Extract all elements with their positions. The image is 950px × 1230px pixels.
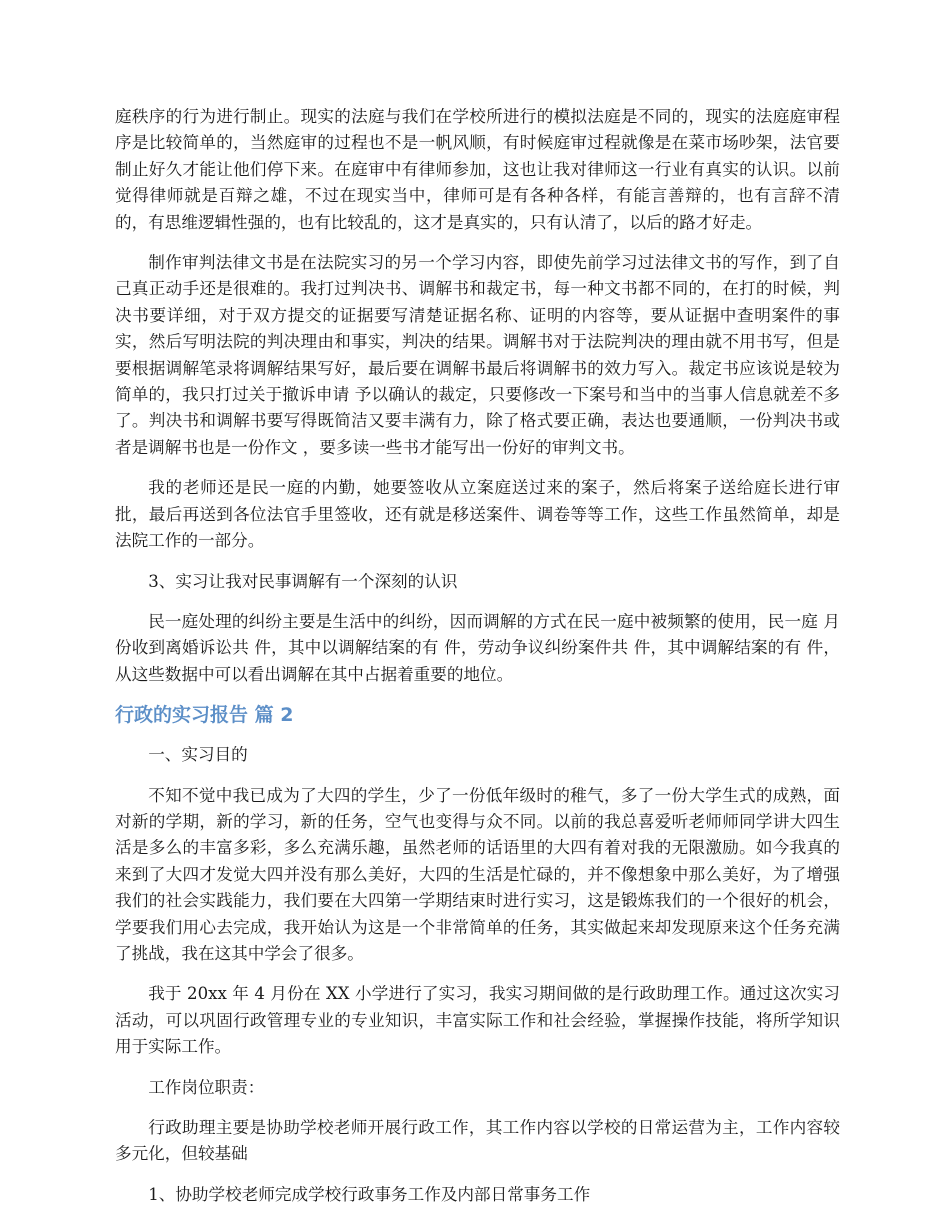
paragraph-mediation-subtitle: 3、实习让我对民事调解有一个深刻的认识 — [148, 571, 458, 591]
paragraph-assistant-role: 行政助理主要是协助学校老师开展行政工作，其工作内容以学校的日常运营为主，工作内容较多元化，但较基础 — [115, 1118, 840, 1164]
paragraph-mediation: 民一庭处理的纠纷主要是生活中的纠纷，因而调解的方式在民一庭中被频繁的使用，民一庭 月份收到离婚诉讼共 件，其中以调解结案的有 件，劳动争议纠纷案件共 件，其中调解结案的有 件， 从这些数据中可以看出调解在其中占据着重要的地位。 — [115, 611, 840, 684]
paragraph-duties-title: 工作岗位职责： — [148, 1077, 265, 1097]
paragraph-teacher-duties: 我的老师还是民一庭的内勤，她要签收从立案庭送过来的案子，然后将案子送给庭长进行审批，最后再送到各位法官手里签收，还有就是移送案件、调卷等等工作，这些工作虽然简单，却是法院工作的一部分。 — [115, 478, 840, 551]
paragraph-court-order: 庭秩序的行为进行制止。现实的法庭与我们在学校所进行的模拟法庭是不同的，现实的法庭庭审程序是比较简单的，当然庭审的过程也不是一帆风顺，有时候庭审过程就像是在菜市场吵架，法官要制止好久才能让他们停下来。在庭审中有律师参加，这也让我对律师这一行业有真实的认识。以前觉得律师就是百辩之雄，不过在现实当中，律师可是有各种各样，有能言善辩的，也有言辞不清的，有思维逻辑性强的，也有比较乱的，这才是真实的，只有认清了，以后的路才好走。 — [115, 107, 840, 232]
paragraph-duty-item-1: 1、协助学校老师完成学校行政事务工作及内部日常事务工作 — [148, 1184, 591, 1204]
section-heading: 行政的实习报告 篇 2 — [115, 704, 294, 727]
paragraph-legal-documents: 制作审判法律文书是在法院实习的另一个学习内容，即使先前学习过法律文书的写作，到了自己真正动手还是很难的。我打过判决书、调解书和裁定书，每一种文书都不同的，在打的时候，判决书要详细，对于双方提交的证据要写清楚证据名称、证明的内容等，要从证据中查明案件的事实，然后写明法院的判决理由和事实，判决的结果。调解书对于法院判决的理由就不用书写，但是要根据调解笔录将调解结果写好，最后要在调解书最后将调解书的效力写入。裁定书应该说是较为简单的，我只打过关于撤诉申请 予以确认的裁定，只要修改一下案号和当中的当事人信息就差不多了。判决书和调解书要写得既简洁又要丰满有力，除了格式要正确，表达也要通顺，一份判决书或者是调解书也是一份作文 ，要多读一些书才能写出一份好的审判文书。 — [115, 253, 840, 457]
paragraph-internship-info: 我于 20xx 年 4 月份在 XX 小学进行了实习，我实习期间做的是行政助理工作。通过这次实习活动，可以巩固行政管理专业的专业知识，丰富实际工作和社会经验，掌握操作技能，将所学知识用于实际工作。 — [115, 984, 840, 1057]
paragraph-senior-year: 不知不觉中我已成为了大四的学生，少了一份低年级时的稚气，多了一份大学生式的成熟，面对新的学期，新的学习，新的任务，空气也变得与众不同。以前的我总喜爱听老师师同学讲大四生活是多么的丰富多彩，多么充满乐趣，虽然老师的话语里的大四有着对我的无限激励。如今我真的来到了大四才发觉大四并没有那么美好，大四的生活是忙碌的，并不像想象中那么美好，为了增强我们的社会实践能力，我们要在大四第一学期结束时进行实习，这是锻炼我们的一个很好的机会，学要我们用心去完成，我开始认为这是一个非常简单的任务，其实做起来却发现原来这个任务充满了挑战，我在这其中学会了很多。 — [115, 785, 840, 963]
document-page — [115, 104, 840, 1222]
paragraph-purpose-title: 一、实习目的 — [148, 745, 248, 765]
